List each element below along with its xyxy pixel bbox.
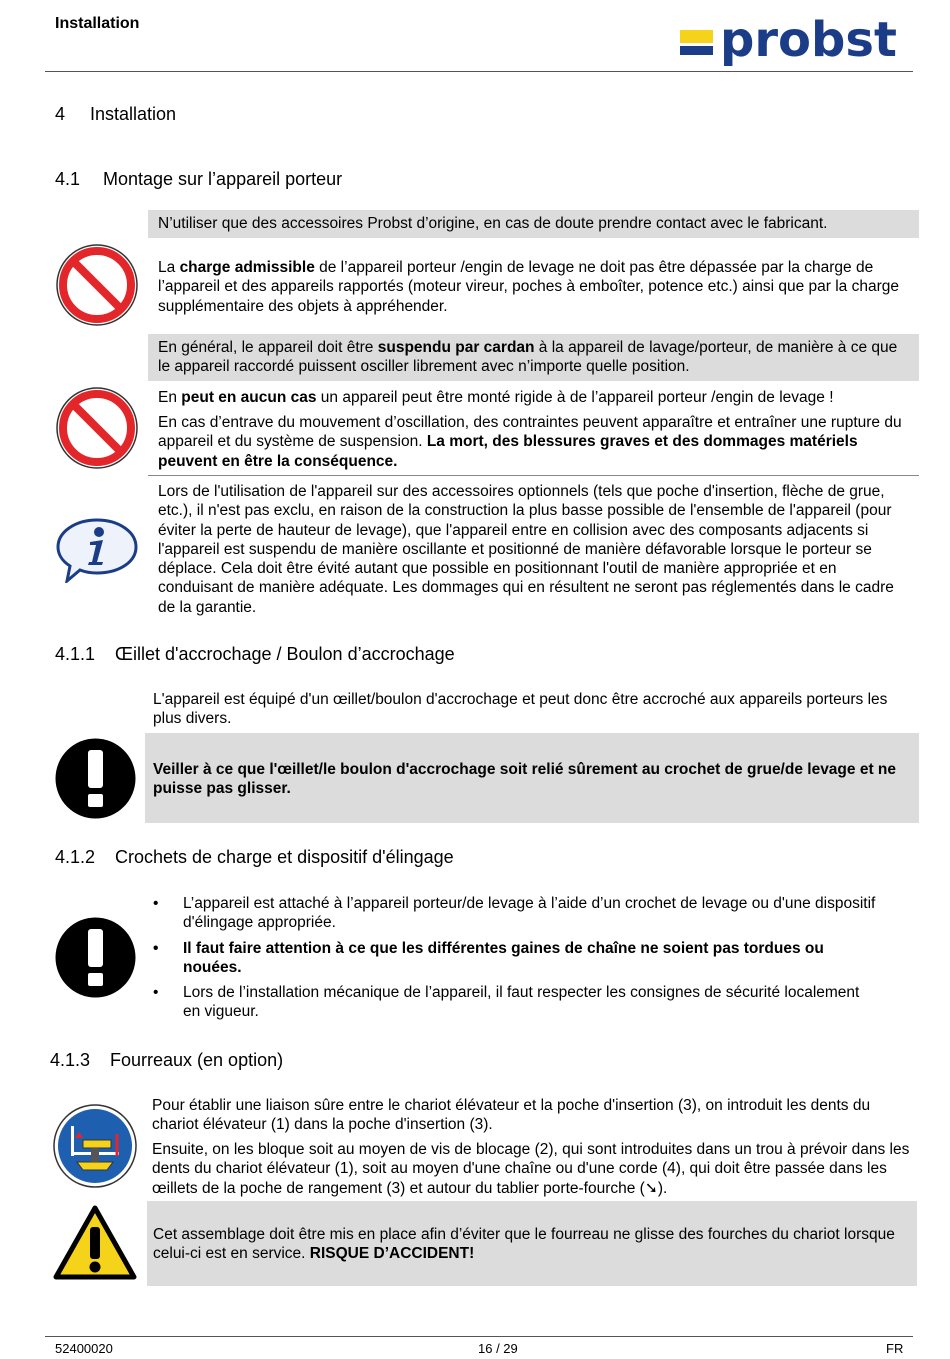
text-bold: peut en aucun cas bbox=[181, 389, 317, 406]
note-eyelet-secure: Veiller à ce que l'œillet/le boulon d'accrochage soit relié sûrement au crochet de grue/de levage et ne puisse pas glisser. bbox=[145, 733, 919, 823]
heading-4-1-2 bbox=[55, 847, 454, 868]
heading-number: 4.1.3 bbox=[50, 1050, 91, 1070]
heading-text: Fourreaux (en option) bbox=[110, 1050, 284, 1070]
paragraph-oscillation-warning bbox=[158, 413, 913, 471]
logo-blue-bar bbox=[680, 46, 713, 55]
list-item: • L’appareil est attaché à l’appareil porteur/de levage à l’aide d’un crochet de levage ou d'une dispositif d'élingage appropriée. bbox=[153, 894, 878, 933]
heading-text: Crochets de charge et dispositif d'élingage bbox=[115, 847, 454, 867]
text-run: un appareil peut être monté rigide à de l’appareil porteur /engin de levage ! bbox=[316, 389, 834, 406]
text-run: Ensuite, on les bloque soit au moyen de vis de blocage (2), qui sont introduites dans un trou à prévoir dans les dents du chariot élévateur (1), soit au moyen d'une chaîne ou d'une corde (4), qui doit être passée dans les œillets de la poche de rangement (3) et autour du tablier porte-fourche ( bbox=[152, 1141, 910, 1197]
mandatory-attention-icon bbox=[55, 917, 136, 998]
footer-page-number: 16 / 29 bbox=[478, 1341, 518, 1356]
warning-triangle-icon bbox=[53, 1205, 137, 1281]
paragraph-optional-accessories: Lors de l'utilisation de l'appareil sur des accessoires optionnels (tels que poche d'insertion, flèche de grue, etc.), il n'est pas exclu, en raison de la construction la plus basse possible de l'ensemble de l'appareil (pour éviter la perte de hauteur de levage), que l'appareil entre en collision avec des composants adjacents si l'appareil est suspendu de manière oscillante et positionné de manière défavorable lorsque le porteur se déplace. Cela doit être évité autant que possible en positionnant l'outil de manière appropriée et en conduisant de manière adéquate. Les dommages qui en résultent ne seront pas réglementés dans le cadre de la garantie. bbox=[158, 483, 894, 616]
heading-text: Montage sur l’appareil porteur bbox=[103, 169, 343, 189]
text-bold: charge admissible bbox=[179, 259, 315, 276]
text-bold: RISQUE D’ACCIDENT! bbox=[309, 1245, 475, 1263]
forklift-pocket-icon bbox=[53, 1104, 137, 1188]
heading-4-1-1 bbox=[55, 644, 455, 665]
prohibition-icon bbox=[55, 243, 139, 327]
bullet-list-hooks bbox=[153, 894, 878, 1028]
text-bold: suspendu par cardan bbox=[377, 339, 535, 356]
paragraph-admissible-load bbox=[158, 258, 913, 316]
footer-divider bbox=[45, 1336, 913, 1337]
list-item: • Il faut faire attention à ce que les différentes gaines de chaîne ne soient pas tordues ou nouées. bbox=[153, 939, 878, 978]
paragraph-eyelet: L'appareil est équipé d'un œillet/boulon d'accrochage et peut donc être accroché aux appareils porteurs les plus divers. bbox=[153, 691, 888, 728]
text-run: à la appareil de lavage/porteur, de manière à ce que le appareil raccordé puissent osciller librement avec n’importe quelle position. bbox=[158, 339, 898, 376]
heading-text: Installation bbox=[90, 104, 177, 124]
mandatory-attention-icon bbox=[55, 738, 136, 819]
text-run: En cas d’entrave du mouvement d’oscillation, des contraintes peuvent apparaître et entraîner une rupture du appareil et du système de suspension. bbox=[158, 414, 902, 451]
text-run: En général, le appareil doit être bbox=[158, 339, 378, 356]
prohibition-icon bbox=[55, 386, 139, 470]
heading-number: 4 bbox=[55, 104, 66, 124]
paragraph-fork-insertion: Pour établir une liaison sûre entre le chariot élévateur et la poche d'insertion (3), on introduit les dents du chariot élévateur (1) dans la poche d'insertion (3). bbox=[152, 1097, 871, 1134]
probst-logo bbox=[680, 12, 905, 68]
info-icon bbox=[55, 517, 139, 583]
heading-number: 4.1.1 bbox=[55, 644, 96, 664]
note-accident-risk bbox=[147, 1201, 917, 1286]
arrow-icon: ➘ bbox=[644, 1179, 658, 1197]
text-run: La bbox=[158, 259, 180, 276]
list-item: • Lors de l’installation mécanique de l’appareil, il faut respecter les consignes de sécurité localement en vigueur. bbox=[153, 983, 878, 1022]
heading-text: Œillet d'accrochage / Boulon d’accrochage bbox=[115, 644, 455, 664]
paragraph-locking bbox=[152, 1140, 912, 1198]
section-rule bbox=[148, 475, 919, 476]
heading-4-1-3 bbox=[50, 1050, 283, 1071]
note-original-accessories: N’utiliser que des accessoires Probst d’origine, en cas de doute prendre contact avec le fabricant. bbox=[148, 210, 919, 238]
text-bold: La mort, des blessures graves et des dommages matériels peuvent en être la conséquence. bbox=[158, 433, 858, 470]
text-run: ). bbox=[657, 1179, 668, 1197]
text-run: Cet assemblage doit être mis en place afin d’éviter que le fourreau ne glisse des fourches du chariot lorsque celui-ci est en service. bbox=[153, 1226, 895, 1263]
header-section-title: Installation bbox=[55, 15, 140, 32]
header-divider bbox=[45, 71, 913, 72]
logo-yellow-bar bbox=[680, 30, 713, 43]
text-run: de l’appareil porteur /engin de levage ne doit pas être dépassée par la charge de l’appareil et des appareils rapportés (moteur vireur, poches à emboîter, potence etc.) ainsi que par la charge supplémentaire des objets à appréhender. bbox=[158, 259, 899, 315]
footer-doc-number: 52400020 bbox=[55, 1341, 113, 1356]
text-run: En bbox=[158, 389, 182, 406]
logo-wordmark: probst bbox=[720, 12, 897, 68]
heading-4-1 bbox=[55, 169, 342, 190]
paragraph-no-rigid-mounting bbox=[158, 388, 913, 407]
note-cardan-suspension bbox=[148, 334, 919, 381]
heading-4 bbox=[55, 104, 176, 125]
footer-language: FR bbox=[886, 1341, 904, 1356]
heading-number: 4.1 bbox=[55, 169, 81, 189]
heading-number: 4.1.2 bbox=[55, 847, 96, 867]
